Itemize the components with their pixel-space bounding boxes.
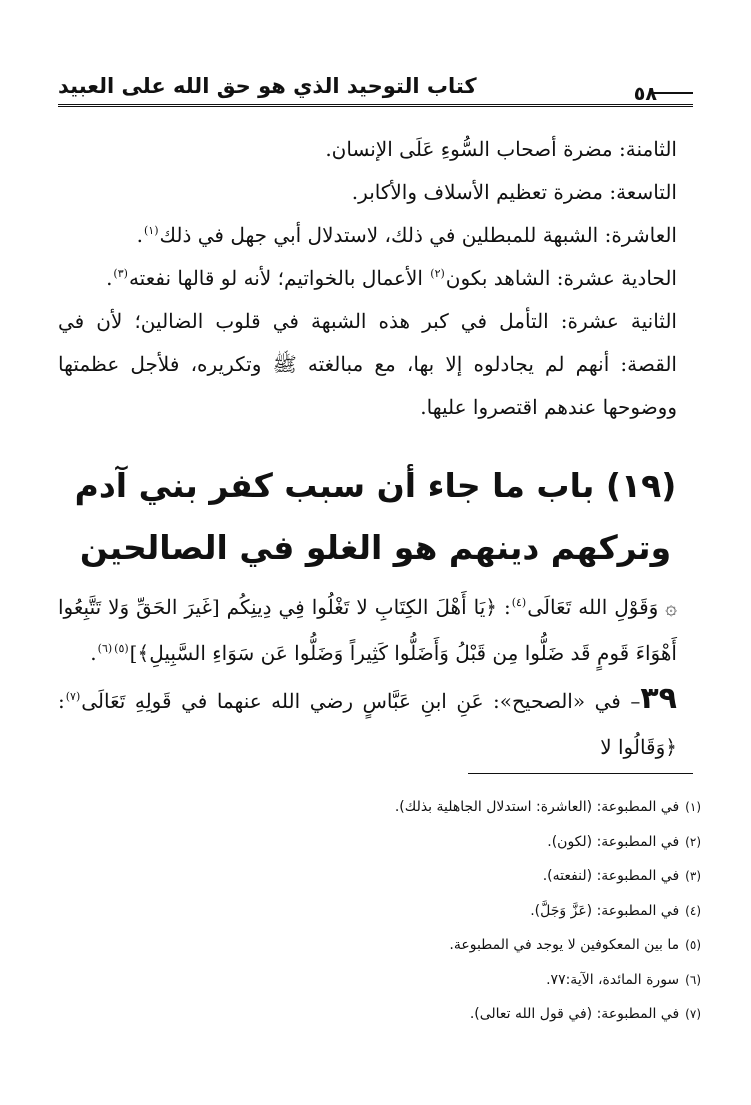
verse-block (58, 584, 677, 770)
hadith-paragraph (58, 676, 677, 770)
verse-end: . (90, 641, 97, 665)
footnote-text: سورة المائدة، الآية:٧٧. (546, 971, 680, 988)
footnote-item (58, 790, 701, 825)
paragraph-tenth-end: . (136, 223, 143, 247)
chapter-heading-line-1: (١٩) باب ما جاء أن سبب كفر بني آدم (74, 466, 677, 505)
footnote-item (58, 997, 701, 1032)
footnote-ref-3: (٣) (113, 267, 128, 281)
paragraph-twelfth-text: الثانية عشرة: التأمل في كبر هذه الشبهة في قلوب الضالين؛ لأن في القصة: أنهم لم يجادلوه إلا بها، مع مبالغته ﷺ وتكريره، فلأجل عظمتها ووضوحها عندهم اقتصروا عليها. (58, 309, 677, 419)
footnote-text: في المطبوعة: (في قول الله تعالى). (469, 1006, 680, 1022)
footnote-number: (٣) (685, 869, 701, 883)
paragraph-eleventh-text-a: الحادية عشرة: الشاهد بكون (445, 266, 677, 290)
footnote-ref-6: (٦) (97, 642, 113, 656)
header-rule-short (653, 92, 693, 94)
paragraph-tenth (58, 214, 677, 257)
header-rule (58, 104, 693, 111)
paragraph-ninth (58, 171, 677, 214)
footnote-text: في المطبوعة: (لكون). (547, 833, 680, 850)
verse-text: : ﴿يَا أَهْلَ الكِتَابِ لا تَغْلُوا فِي دِينِكُم [غَيرَ الحَقِّ وَلا تَتَّبِعُوا أَهْوَاءَ قَومٍ قَد ضَلُّوا مِن قَبْلُ وَأَضَلُّوا كَثِيراً وَضَلُّوا عَن سَوَاءِ السَّبِيلِ﴾] (58, 595, 677, 665)
footnote-ref-1: (١) (144, 224, 159, 238)
hadith-text: – في «الصحيح»: عَنِ ابنِ عَبَّاسٍ رضي الله عنهما في قَولِهِ تَعَالَى (81, 689, 641, 713)
paragraph-twelfth (58, 300, 677, 429)
footnotes-list (58, 790, 701, 1032)
footnote-ref-2: (٢) (430, 267, 445, 281)
hadith-text-end: : ﴿وَقَالُوا لا (58, 689, 677, 759)
hadith-number: ٣٩ (640, 681, 677, 716)
paragraph-eleventh-end: . (106, 266, 113, 290)
body-text (58, 128, 677, 429)
footnote-number: (٧) (685, 1007, 701, 1021)
footnote-number: (٤) (685, 903, 701, 918)
footnote-ref-4: (٤) (511, 596, 527, 610)
paragraph-eighth-text: الثامنة: مضرة أصحاب السُّوءِ عَلَى الإنسان. (325, 137, 677, 161)
verse-intro: ۞ وَقَوْلِ الله تَعَالَى (527, 595, 677, 619)
paragraph-eleventh (58, 257, 677, 300)
footnote-ref-7: (٧) (65, 690, 81, 704)
footnote-number: (٢) (685, 834, 701, 849)
footnote-number: (٦) (685, 972, 701, 987)
footnote-number: (١) (685, 800, 701, 814)
paragraph-eleventh-text-b: الأعمال بالخواتيم؛ لأنه لو قالها نفعته (128, 266, 430, 290)
footnote-ref-5: (٥) (114, 642, 129, 656)
footnote-item (58, 894, 701, 929)
footnote-item (58, 928, 701, 963)
verse-paragraph (58, 584, 677, 676)
page-number: ٥٨ (633, 83, 657, 105)
footnote-item (58, 963, 701, 998)
paragraph-ninth-text: التاسعة: مضرة تعظيم الأسلاف والأكابر. (351, 180, 677, 204)
footnote-text: في المطبوعة: (عَزَّ وَجَلَّ). (530, 902, 680, 919)
footnote-item (58, 825, 701, 860)
footnote-item (58, 859, 701, 894)
paragraph-eighth (58, 128, 677, 171)
paragraph-tenth-text: العاشرة: الشبهة للمبطلين في ذلك، لاستدلال أبي جهل في ذلك (159, 223, 677, 247)
chapter-heading (58, 455, 693, 579)
footnote-number: (٥) (685, 938, 701, 952)
footnote-text: في المطبوعة: (لنفعته). (542, 868, 680, 884)
running-title: كتاب التوحيد الذي هو حق الله على العبيد (58, 74, 477, 98)
chapter-heading-line-2: وتركهم دينهم هو الغلو في الصالحين (79, 528, 672, 567)
footnote-text: ما بين المعكوفين لا يوجد في المطبوعة. (449, 937, 680, 953)
footnote-rule (468, 773, 693, 774)
footnote-text: في المطبوعة: (العاشرة: استدلال الجاهلية بذلك). (394, 799, 680, 815)
